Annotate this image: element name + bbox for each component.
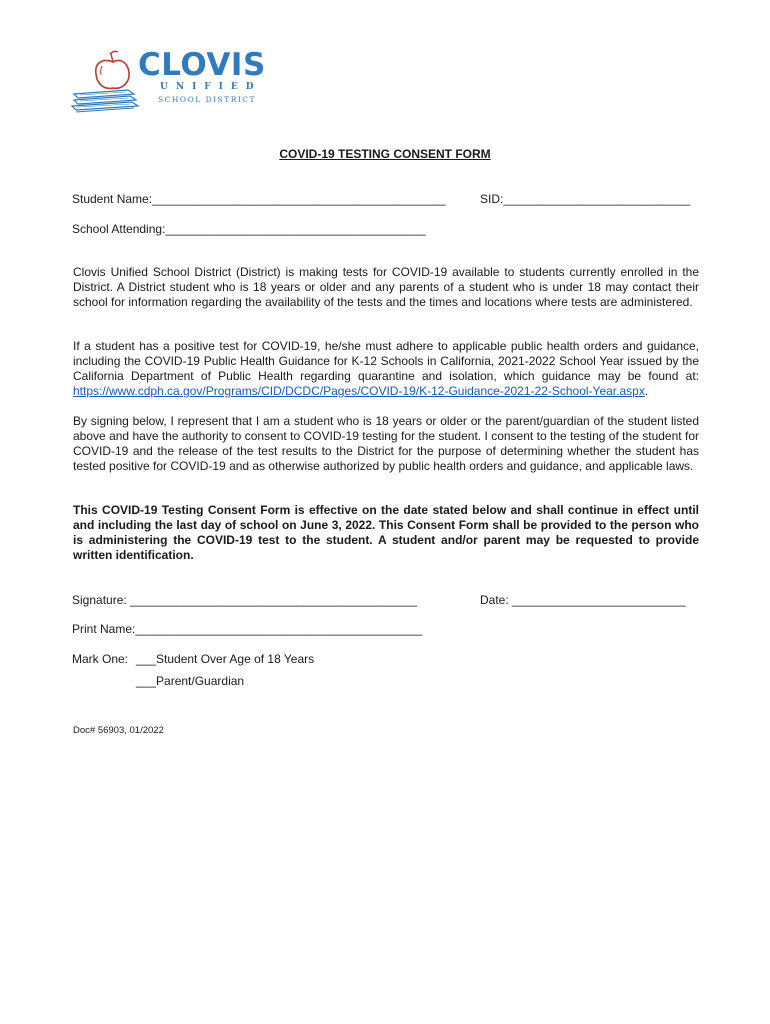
logo-name: CLOVIS: [138, 47, 266, 83]
date-field[interactable]: Date: __________________________: [480, 593, 686, 607]
cdph-guidance-link[interactable]: https://www.cdph.ca.gov/Programs/CID/DCDC/Pages/COVID-19/K-12-Guidance-2021-22-School-Year.aspx: [73, 384, 645, 398]
option-parent-guardian[interactable]: ___Parent/Guardian: [136, 674, 245, 688]
paragraph-consent: By signing below, I represent that I am a student who is 18 years or older or the parent/guardian of the student listed above and have the authority to consent to COVID-19 testing for the student. I consent to the testing of the student for COVID-19 and the release of the test results to the District for the purpose of determining whether the student has tested positive for COVID-19 and as otherwise authorized by public health orders and guidance, and applicable laws.: [73, 414, 699, 473]
sid-field[interactable]: SID:____________________________: [480, 192, 691, 206]
form-title: COVID-19 TESTING CONSENT FORM: [279, 147, 491, 161]
mark-one-label: Mark One:: [72, 652, 129, 666]
positive-test-text: If a student has a positive test for COVID-19, he/she must adhere to applicable public health orders and guidance, including the COVID-19 Public Health Guidance for K-12 Schools in California, 2021-2022 School Year issued by the California Department of Public Health regarding quarantine and isolation, which guidance may be found at:: [73, 339, 699, 383]
positive-test-end: .: [644, 384, 649, 398]
print-name-field[interactable]: Print Name:___________________________________________: [72, 622, 423, 636]
logo-school-district: SCHOOL DISTRICT: [158, 95, 257, 104]
student-name-field[interactable]: Student Name:____________________________________________: [72, 192, 446, 206]
document-number: Doc# 56903, 01/2022: [73, 725, 164, 736]
school-attending-field[interactable]: School Attending:_______________________________________: [72, 222, 426, 236]
option-student-over-18[interactable]: ___Student Over Age of 18 Years: [136, 652, 315, 666]
logo-unified: UNIFIED: [160, 82, 262, 92]
apple-books-icon: [70, 48, 140, 120]
paragraph-availability: Clovis Unified School District (District) is making tests for COVID-19 available to students currently enrolled in the District. A District student who is 18 years or older and any parents of a student who is under 18 may contact their school for information regarding the availability of the tests and the times and locations where tests are administered.: [73, 265, 699, 309]
paragraph-effective: This COVID-19 Testing Consent Form is effective on the date stated below and shall continue in effect until and including the last day of school on June 3, 2022. This Consent Form shall be provided to the person who is administering the COVID-19 test to the student. A student and/or parent may be requested to provide written identification.: [73, 503, 699, 562]
paragraph-positive-test: [73, 339, 699, 399]
signature-field[interactable]: Signature: ___________________________________________: [72, 593, 418, 607]
district-logo: [70, 48, 270, 120]
